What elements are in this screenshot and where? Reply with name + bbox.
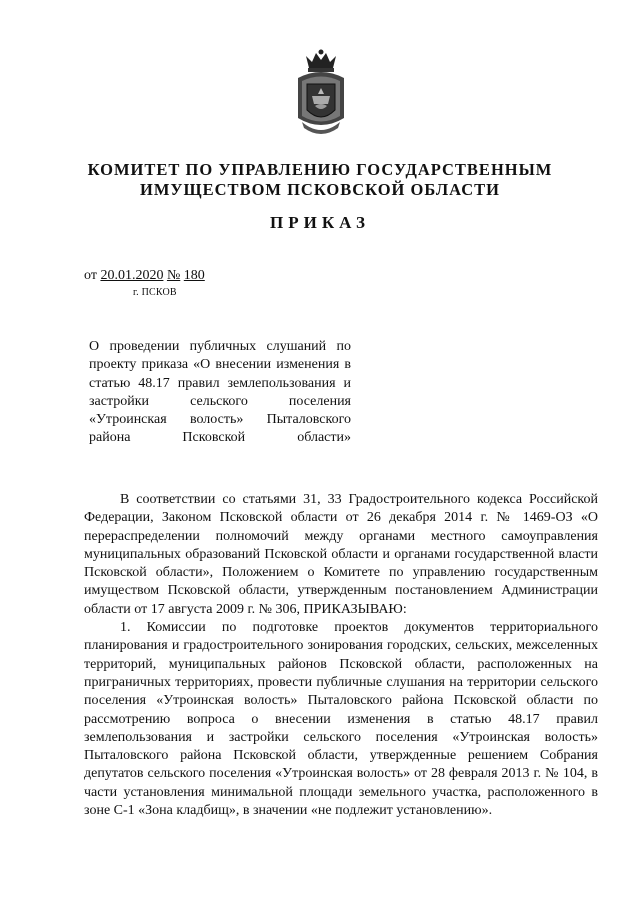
date-prefix: от: [84, 268, 97, 283]
city: г. ПСКОВ: [133, 287, 177, 298]
document-body: [84, 491, 598, 820]
document-number: 180: [183, 268, 205, 283]
item-1-paragraph: 1. Комиссии по подготовке проектов документов территориального планирования и градостроительного зонирования городских, сельских, межселенных территорий, муниципальных районов Псковской области, расположенных на приграничных территориях, провести публичные слушания на территории сельского поселения «Утроинская волость» Пыталовского района Псковской области по рассмотрению вопроса о внесении изменения в статью 48.17 правил землепользования и застройки сельского поселения «Утроинская волость» Пыталовского района Псковской области, утвержденные решением Собрания депутатов сельского поселения «Утроинская волость» от 28 февраля 2013 г. № 104, в части установления минимальной площади земельного участка, расположенного в зоне С-1 «Зона кладбищ», в значении «не подлежит установлению».: [84, 620, 598, 819]
org-line-1: КОМИТЕТ ПО УПРАВЛЕНИЮ ГОСУДАРСТВЕННЫМ: [87, 160, 553, 179]
pskov-coat-of-arms-icon: [292, 48, 350, 138]
document-type: ПРИКАЗ: [270, 213, 370, 232]
preamble-paragraph: В соответствии со статьями 31, 33 Градостроительного кодекса Российской Федерации, Законом Псковской области от 26 декабря 2014 г. № 1469-ОЗ «О перераспределении полномочий между органами местного самоуправления муниципальных образований Псковской области и органами государственной власти Псковской области», Положением о Комитете по управлению государственным имуществом Псковской области, утвержденным постановлением Администрации области от 17 августа 2009 г. № 306, ПРИКАЗЫВАЮ:: [84, 492, 598, 617]
organization-name: [40, 160, 600, 200]
document-date: 20.01.2020: [100, 268, 164, 283]
date-number-line: [84, 268, 205, 284]
number-sign: №: [166, 268, 181, 283]
document-subject: О проведении публичных слушаний по проекту приказа «О внесении изменения в статью 48.17 правил землепользования и застройки сельского поселения «Утроинская волость» Пыталовского района Псковской области»: [89, 339, 351, 446]
org-line-2: ИМУЩЕСТВОМ ПСКОВСКОЙ ОБЛАСТИ: [140, 180, 500, 199]
